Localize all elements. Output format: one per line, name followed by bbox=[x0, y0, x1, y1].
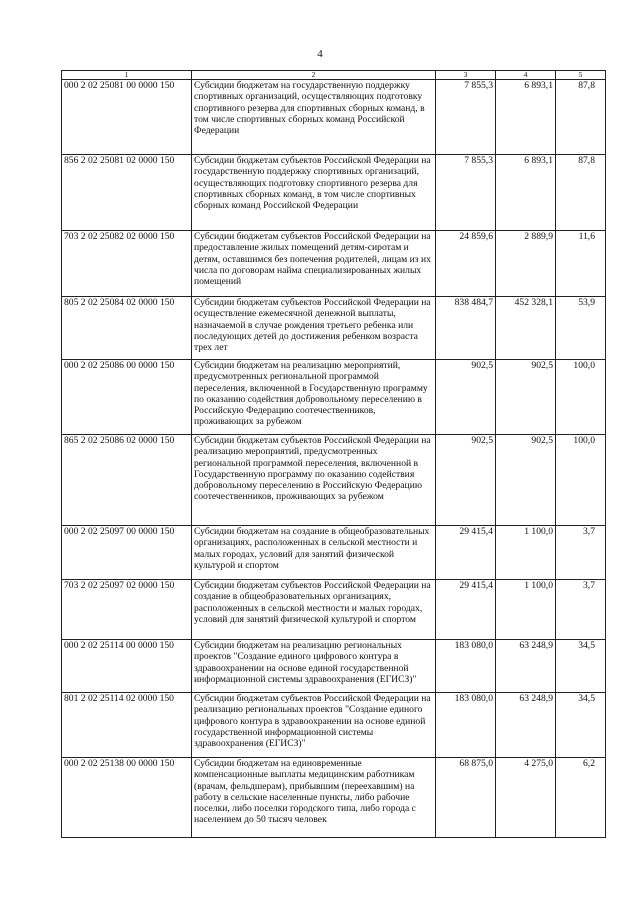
planned-amount-cell: 7 855,3 bbox=[436, 155, 496, 231]
execution-percent-cell: 87,8 bbox=[556, 80, 606, 155]
planned-amount-cell: 7 855,3 bbox=[436, 80, 496, 155]
planned-amount-cell: 29 415,4 bbox=[436, 580, 496, 640]
planned-amount-cell: 29 415,4 bbox=[436, 526, 496, 580]
planned-amount-cell: 838 484,7 bbox=[436, 297, 496, 360]
table-row bbox=[62, 80, 606, 155]
actual-amount-cell: 4 275,0 bbox=[496, 758, 556, 838]
table-row bbox=[62, 758, 606, 838]
budget-code-cell: 000 2 02 25114 00 0000 150 bbox=[62, 640, 192, 693]
income-name-cell: Субсидии бюджетам субъектов Российской Федерации на реализацию региональных проектов "Создание единого цифрового контура в здравоохранении на основе единой государственной информационной системы здравоохранения (ЕГИСЗ)" bbox=[192, 693, 436, 758]
budget-code-cell: 000 2 02 25097 00 0000 150 bbox=[62, 526, 192, 580]
income-name-cell: Субсидии бюджетам субъектов Российской Федерации на создание в общеобразовательных организациях, расположенных в сельской местности и малых городах, условий для занятий физической культурой и спортом bbox=[192, 580, 436, 640]
budget-code-cell: 703 2 02 25082 02 0000 150 bbox=[62, 231, 192, 297]
table-row bbox=[62, 526, 606, 580]
income-name-cell: Субсидии бюджетам субъектов Российской Федерации на реализацию мероприятий, предусмотренных региональной программой переселения, включенной в Государственную программу по оказанию содействия добровольному переселению в Российскую Федерацию соотечественников, проживающих за рубежом bbox=[192, 435, 436, 526]
execution-percent-cell: 87,8 bbox=[556, 155, 606, 231]
budget-code-cell: 000 2 02 25086 00 0000 150 bbox=[62, 360, 192, 435]
page-number: 4 bbox=[317, 48, 323, 60]
actual-amount-cell: 902,5 bbox=[496, 435, 556, 526]
planned-amount-cell: 183 080,0 bbox=[436, 693, 496, 758]
income-name-cell: Субсидии бюджетам субъектов Российской Федерации на предоставление жилых помещений детям-сиротам и детям, оставшимся без попечения родителей, лицам из их числа по договорам найма специализированных жилых помещений bbox=[192, 231, 436, 297]
budget-revenue-table bbox=[61, 70, 606, 838]
actual-amount-cell: 2 889,9 bbox=[496, 231, 556, 297]
table-row bbox=[62, 297, 606, 360]
income-name-cell: Субсидии бюджетам субъектов Российской Федерации на государственную поддержку спортивных организаций, осуществляющих подготовку спортивного резерва для спортивных сборных команд, в том числе спортивных сборных команд Российской Федерации bbox=[192, 155, 436, 231]
actual-amount-cell: 63 248,9 bbox=[496, 693, 556, 758]
budget-code-cell: 703 2 02 25097 02 0000 150 bbox=[62, 580, 192, 640]
column-number: 3 bbox=[436, 71, 496, 80]
budget-code-cell: 000 2 02 25138 00 0000 150 bbox=[62, 758, 192, 838]
planned-amount-cell: 902,5 bbox=[436, 435, 496, 526]
table-row bbox=[62, 231, 606, 297]
table-row bbox=[62, 360, 606, 435]
table-row bbox=[62, 155, 606, 231]
column-number-row bbox=[62, 71, 606, 80]
column-number: 2 bbox=[192, 71, 436, 80]
execution-percent-cell: 6,2 bbox=[556, 758, 606, 838]
income-name-cell: Субсидии бюджетам на реализацию мероприятий, предусмотренных региональной программой переселения, включенной в Государственную программу по оказанию содействия добровольному переселению в Российскую Федерацию соотечественников, проживающих за рубежом bbox=[192, 360, 436, 435]
budget-code-cell: 805 2 02 25084 02 0000 150 bbox=[62, 297, 192, 360]
budget-code-cell: 801 2 02 25114 02 0000 150 bbox=[62, 693, 192, 758]
actual-amount-cell: 452 328,1 bbox=[496, 297, 556, 360]
column-number: 5 bbox=[556, 71, 606, 80]
actual-amount-cell: 1 100,0 bbox=[496, 580, 556, 640]
actual-amount-cell: 63 248,9 bbox=[496, 640, 556, 693]
planned-amount-cell: 902,5 bbox=[436, 360, 496, 435]
column-number: 4 bbox=[496, 71, 556, 80]
execution-percent-cell: 11,6 bbox=[556, 231, 606, 297]
execution-percent-cell: 53,9 bbox=[556, 297, 606, 360]
actual-amount-cell: 6 893,1 bbox=[496, 155, 556, 231]
table-row bbox=[62, 435, 606, 526]
planned-amount-cell: 68 875,0 bbox=[436, 758, 496, 838]
planned-amount-cell: 183 080,0 bbox=[436, 640, 496, 693]
planned-amount-cell: 24 859,6 bbox=[436, 231, 496, 297]
income-name-cell: Субсидии бюджетам на реализацию региональных проектов "Создание единого цифрового контура в здравоохранении на основе единой государственной информационной системы здравоохранения (ЕГИСЗ)" bbox=[192, 640, 436, 693]
execution-percent-cell: 3,7 bbox=[556, 580, 606, 640]
table-row bbox=[62, 693, 606, 758]
budget-code-cell: 856 2 02 25081 02 0000 150 bbox=[62, 155, 192, 231]
column-number: 1 bbox=[62, 71, 192, 80]
execution-percent-cell: 34,5 bbox=[556, 640, 606, 693]
budget-code-cell: 865 2 02 25086 02 0000 150 bbox=[62, 435, 192, 526]
income-name-cell: Субсидии бюджетам на создание в общеобразовательных организациях, расположенных в сельской местности и малых городах, условий для занятий физической культурой и спортом bbox=[192, 526, 436, 580]
execution-percent-cell: 100,0 bbox=[556, 435, 606, 526]
execution-percent-cell: 34,5 bbox=[556, 693, 606, 758]
budget-code-cell: 000 2 02 25081 00 0000 150 bbox=[62, 80, 192, 155]
actual-amount-cell: 902,5 bbox=[496, 360, 556, 435]
execution-percent-cell: 3,7 bbox=[556, 526, 606, 580]
income-name-cell: Субсидии бюджетам на единовременные компенсационные выплаты медицинским работникам (врачам, фельдшерам), прибывшим (переехавшим) на работу в сельские населенные пункты, либо рабочие поселки, либо поселки городского типа, либо города с населением до 50 тысяч человек bbox=[192, 758, 436, 838]
table-row bbox=[62, 580, 606, 640]
income-name-cell: Субсидии бюджетам субъектов Российской Федерации на осуществление ежемесячной денежной выплаты, назначаемой в случае рождения третьего ребенка или последующих детей до достижения ребенком возраста трех лет bbox=[192, 297, 436, 360]
execution-percent-cell: 100,0 bbox=[556, 360, 606, 435]
actual-amount-cell: 6 893,1 bbox=[496, 80, 556, 155]
table-row bbox=[62, 640, 606, 693]
actual-amount-cell: 1 100,0 bbox=[496, 526, 556, 580]
income-name-cell: Субсидии бюджетам на государственную поддержку спортивных организаций, осуществляющих подготовку спортивного резерва для спортивных сборных команд, в том числе спортивных сборных команд Российской Федерации bbox=[192, 80, 436, 155]
